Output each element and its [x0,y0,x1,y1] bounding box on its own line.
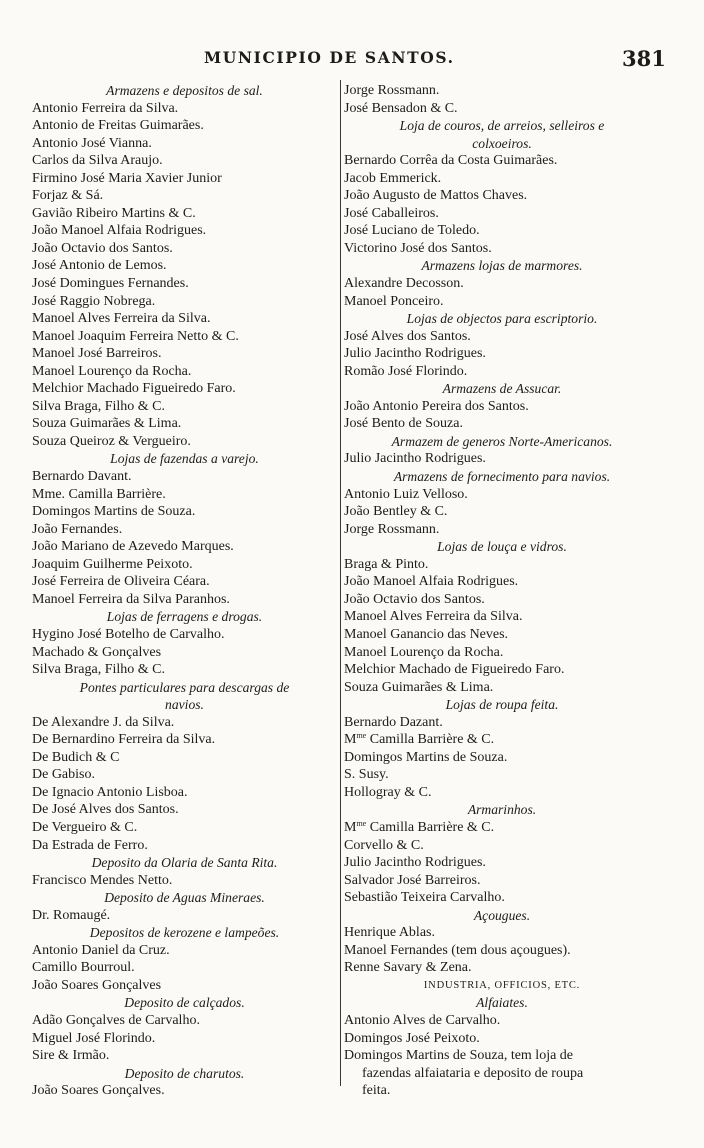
directory-entry: Hollogray & C. [344,784,432,800]
directory-entry: Julio Jacintho Rodrigues. [344,451,486,467]
directory-entry: João Mariano de Azevedo Marques. [32,539,234,555]
directory-entry: José Raggio Nobrega. [32,293,156,309]
directory-entry: Hygino José Botelho de Carvalho. [32,626,225,642]
entry-text: Camilla Barrière & C. [366,732,495,748]
directory-entry: Silva Braga, Filho & C. [32,398,165,414]
directory-entry: João Manoel Alfaia Rodrigues. [344,574,519,590]
directory-entry: Francisco Mendes Netto. [32,872,173,888]
directory-entry: Renne Savary & Zena. [344,960,472,976]
directory-entry: Antonio José Vianna. [32,135,152,151]
title-prefix-sup: me [356,818,367,828]
directory-entry: Adão Gonçalves de Carvalho. [32,1012,200,1028]
directory-entry: José Ferreira de Oliveira Céara. [32,574,210,590]
directory-entry: Salvador José Barreiros. [344,872,481,888]
directory-entry: Bernardo Davant. [32,469,132,485]
directory-entry: Jorge Rossmann. [344,83,440,98]
directory-entry: Souza Guimarães & Lima. [344,679,494,695]
directory-entry: S. Susy. [344,767,389,783]
section-heading: Lojas de objectos para escriptorio. [406,311,598,327]
directory-entry: Victorino José dos Santos. [344,240,492,256]
directory-entry: Manoel José Barreiros. [32,346,162,362]
directory-entry: Manoel Alves Ferreira da Silva. [344,609,523,625]
section-heading: Alfaiates. [476,995,528,1011]
directory-entry: Domingos Martins de Souza. [344,749,508,765]
directory-entry: Domingos Martins de Souza. [32,504,196,520]
directory-entry: Manoel Ponceiro. [344,293,444,309]
entry-text: Camilla Barrière & C. [366,819,495,835]
directory-entry: José Domingues Fernandes. [32,276,189,292]
directory-entry: Jorge Rossmann. [344,521,440,537]
directory-entry: Sebastião Teixeira Carvalho. [344,890,505,906]
directory-entry: Bernardo Dazant. [344,714,443,730]
directory-entry: José Luciano de Toledo. [344,223,480,239]
directory-entry: Manoel Joaquim Ferreira Netto & C. [32,328,239,344]
section-heading: Armazens lojas de marmores. [421,258,583,274]
directory-entry: Antonio Daniel da Cruz. [32,942,170,958]
title-prefix: M [344,732,357,748]
directory-entry: Souza Queiroz & Vergueiro. [32,433,191,449]
section-heading: navios. [165,697,204,713]
directory-entry: Manoel Alves Ferreira da Silva. [32,311,211,327]
section-heading: Armazens de fornecimento para navios. [393,469,611,485]
directory-entry: José Bento de Souza. [344,416,463,432]
directory-entry: Corvello & C. [344,837,424,853]
directory-entry: Souza Guimarães & Lima. [32,416,182,432]
directory-entry: Antonio Ferreira da Silva. [32,100,179,116]
section-heading: Deposito de Aguas Mineraes. [104,890,265,906]
directory-entry: Romão José Florindo. [344,363,468,379]
directory-entry: De Alexandre J. da Silva. [32,714,175,730]
directory-entry: Bernardo Corrêa da Costa Guimarães. [344,153,558,169]
directory-entry: João Bentley & C. [344,504,448,520]
directory-entry: José Antonio de Lemos. [32,258,167,274]
directory-entry: De Ignacio Antonio Lisboa. [32,784,188,800]
directory-entry: Manoel Lourenço da Rocha. [32,363,192,379]
directory-entry: Carlos da Silva Araujo. [32,153,163,169]
directory-entry: Joaquim Guilherme Peixoto. [32,556,193,572]
directory-entry: Da Estrada de Ferro. [32,837,148,853]
section-heading: colxoeiros. [472,135,532,151]
directory-entry: Julio Jacintho Rodrigues. [344,855,486,871]
entry-continuation: feita. [362,1083,391,1099]
directory-entry: De Gabiso. [32,767,95,783]
directory-entry: Antonio Luiz Velloso. [344,486,468,502]
section-heading: Deposito de calçados. [124,995,245,1011]
section-heading: Lojas de fazendas a varejo. [110,451,259,467]
directory-entry: Jacob Emmerick. [344,170,442,186]
section-heading: Deposito da Olaria de Santa Rita. [91,855,278,871]
section-heading: Pontes particulares para descargas de [79,679,290,695]
directory-entry: João Soares Gonçalves. [32,1083,165,1099]
directory-entry: João Manoel Alfaia Rodrigues. [32,223,207,239]
directory-entry: Manoel Fernandes (tem dous açougues). [344,942,571,958]
directory-entry: Henrique Ablas. [344,925,435,941]
directory-entry: De Bernardino Ferreira da Silva. [32,732,216,748]
directory-entry: Antonio Alves de Carvalho. [344,1012,501,1028]
directory-entry: Forjaz & Sá. [32,188,104,204]
directory-entry: Gavião Ribeiro Martins & C. [32,205,196,221]
section-heading: Depositos de kerozene e lampeões. [89,925,280,941]
directory-entry: Miguel José Florindo. [32,1030,156,1046]
page-title: MUNICIPIO DE SANTOS. [204,48,455,67]
directory-entry: Camillo Bourroul. [32,960,135,976]
directory-entry: Alexandre Decosson. [344,276,464,292]
directory-entry: Melchior Machado Figueiredo Faro. [32,381,236,397]
directory-entry: Sire & Irmão. [32,1048,110,1064]
directory-entry: Domingos Martins de Souza, tem loja de [344,1048,574,1064]
page-number: 381 [622,46,666,71]
directory-entry: José Alves dos Santos. [344,328,471,344]
directory-entry [344,731,660,749]
directory-entry: José Bensadon & C. [344,100,458,116]
left-column [32,82,337,1100]
directory-entry: Julio Jacintho Rodrigues. [344,346,486,362]
section-heading: Açougues. [473,907,531,923]
section-heading: Lojas de ferragens e drogas. [106,609,263,625]
section-heading: Deposito de charutos. [124,1065,245,1081]
directory-entry: João Octavio dos Santos. [32,240,173,256]
directory-entry: Silva Braga, Filho & C. [32,662,165,678]
directory-entry: Domingos José Peixoto. [344,1030,480,1046]
directory-entry: De Budich & C [32,749,120,765]
directory-entry: Machado & Gonçalves [32,644,162,660]
directory-entry: João Soares Gonçalves [32,977,162,993]
section-heading-caps: INDUSTRIA, OFFICIOS, ETC. [423,979,581,991]
directory-entry: Dr. Romaugé. [32,907,111,923]
column-divider [340,80,341,1086]
section-heading: Armazens e depositos de sal. [106,83,263,98]
directory-entry: De Vergueiro & C. [32,819,138,835]
section-heading: Lojas de roupa feita. [445,697,559,713]
directory-entry: Mme. Camilla Barrière. [32,486,166,502]
directory-entry: Manoel Ganancio das Neves. [344,626,509,642]
section-heading: Armarinhos. [467,802,537,818]
directory-entry: Antonio de Freitas Guimarães. [32,118,204,134]
directory-entry: Manoel Lourenço da Rocha. [344,644,504,660]
directory-entry: Braga & Pinto. [344,556,429,572]
title-prefix-sup: me [356,731,367,741]
title-prefix: M [344,819,357,835]
directory-entry: João Antonio Pereira dos Santos. [344,398,529,414]
right-column [344,82,660,1100]
directory-entry: De José Alves dos Santos. [32,802,179,818]
directory-entry: João Octavio dos Santos. [344,591,485,607]
directory-entry [344,819,660,837]
directory-entry: Melchior Machado de Figueiredo Faro. [344,662,565,678]
section-heading: Lojas de louça e vidros. [437,539,567,555]
directory-entry: José Caballeiros. [344,205,439,221]
directory-entry: Manoel Ferreira da Silva Paranhos. [32,591,230,607]
entry-continuation: fazendas alfaiataria e deposito de roupa [362,1065,584,1081]
section-heading: Loja de couros, de arreios, selleiros e [399,118,605,134]
directory-entry: João Fernandes. [32,521,123,537]
page-header [0,46,704,72]
section-heading: Armazem de generos Norte-Americanos. [391,433,613,449]
directory-entry: Firmino José Maria Xavier Junior [32,170,222,186]
section-heading: Armazens de Assucar. [442,381,562,397]
directory-entry: João Augusto de Mattos Chaves. [344,188,528,204]
